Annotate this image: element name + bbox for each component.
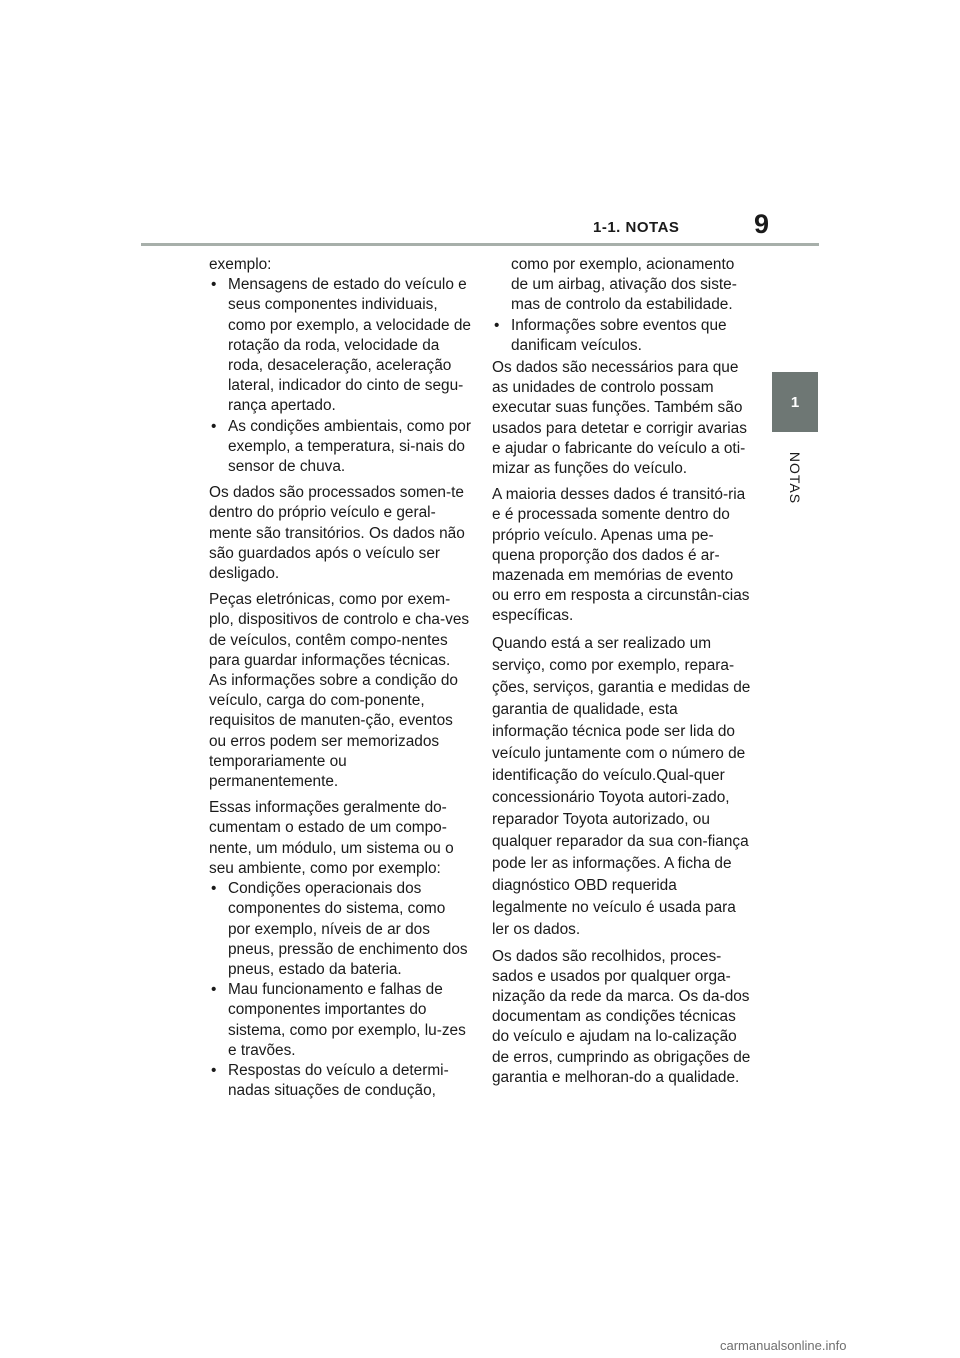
list-item-text: Mensagens de estado do veículo e seus componentes individuais, como por exemplo, a velocidade de rotação da roda, velocidade da roda, desaceleração, aceleração lateral, indicador do cinto de segu-rança apertado. <box>228 276 471 415</box>
vehicle-status-list <box>209 275 471 477</box>
paragraph: Os dados são necessários para que as unidades de controlo possam executar suas funções. Também são usados para detetar e corrigir avarias e ajudar o fabricante do veículo a oti-mizar as funções do veículo. <box>492 359 747 478</box>
component-state-list-continued <box>492 255 754 356</box>
chapter-tab <box>772 372 818 432</box>
paragraph: A maioria desses dados é transitó-ria e é processada somente dentro do próprio veículo. Apenas uma pe-quena proporção dos dados é ar-mazenada em memórias de evento ou erro em resposta a circunstân-cias específicas. <box>492 486 750 625</box>
list-item <box>209 879 471 980</box>
list-item-text: como por exemplo, acionamento de um airbag, ativação dos siste-mas de controlo da estabilidade. <box>511 256 737 314</box>
chapter-number: 1 <box>790 393 800 411</box>
list-item <box>492 316 754 356</box>
chapter-side-label: NOTAS <box>787 451 803 505</box>
list-item-continuation <box>492 255 754 316</box>
paragraph: Quando está a ser realizado um serviço, como por exemplo, repara-ções, serviços, garantia e medidas de garantia de qualidade, esta informação técnica pode ser lida do veículo juntamente com o número de identificação do veículo.Qual-quer concessionário Toyota autori-zado, reparador Toyota autorizado, ou qualquer reparador da sua con-fiança pode ler as informações. A ficha de diagnóstico OBD requerida legalmente no veículo é usada para ler os dados. <box>492 634 751 938</box>
header-divider <box>141 243 819 246</box>
paragraph: Peças eletrónicas, como por exem-plo, dispositivos de controlo e cha-ves de veículos, contêm compo-nentes para guardar informações técnicas. As informações sobre a condição do veículo, carga do com-ponente, requisitos de manuten-ção, eventos ou erros podem ser memorizados temporariamente ou permanentemente. <box>209 591 470 791</box>
bullet-icon: • <box>211 981 217 999</box>
paragraph: Essas informações geralmente do-cumentam o estado de um compo-nente, um módulo, um sistema ou o seu ambiente, como por exemplo: <box>209 799 454 877</box>
component-state-list <box>209 879 471 1101</box>
list-item <box>209 275 471 416</box>
list-item <box>209 980 471 1061</box>
bullet-icon: • <box>211 417 217 435</box>
paragraph: Os dados são processados somen-te dentro do próprio veículo e geral-mente são transitórios. Os dados não são guardados após o veículo ser desligado. <box>209 484 465 583</box>
bullet-icon: • <box>211 1061 217 1079</box>
intro-text: exemplo: <box>209 256 272 273</box>
list-item-text: Informações sobre eventos que danificam veículos. <box>511 316 727 354</box>
list-item <box>209 417 471 478</box>
list-item-text: Mau funcionamento e falhas de componentes importantes do sistema, como por exemplo, lu-zes e travões. <box>228 981 466 1059</box>
bullet-icon: • <box>494 316 500 334</box>
bullet-icon: • <box>211 276 217 294</box>
list-item-text: Condições operacionais dos componentes do sistema, como por exemplo, níveis de ar dos pneus, pressão de enchimento dos pneus, estado da bateria. <box>228 880 468 978</box>
bullet-icon: • <box>211 880 217 898</box>
list-item-text: As condições ambientais, como por exemplo, a temperatura, si-nais do sensor de chuva. <box>228 417 471 476</box>
section-title: 1-1. NOTAS <box>593 219 680 236</box>
list-item-text: Respostas do veículo a determi-nadas situações de condução, <box>228 1061 449 1100</box>
paragraph: Os dados são recolhidos, proces-sados e usados por qualquer orga-nização da rede da marca. Os da-dos documentam as condições técnicas do veículo e ajudam na lo-calização de erros, cumprindo as obrigações de garantia e melhoran-do a qualidade. <box>492 947 751 1086</box>
watermark-text: carmanualsonline.info <box>720 1338 847 1353</box>
right-column <box>492 255 754 1094</box>
page-number: 9 <box>754 209 770 239</box>
list-item <box>209 1061 471 1101</box>
left-column <box>209 255 471 1107</box>
